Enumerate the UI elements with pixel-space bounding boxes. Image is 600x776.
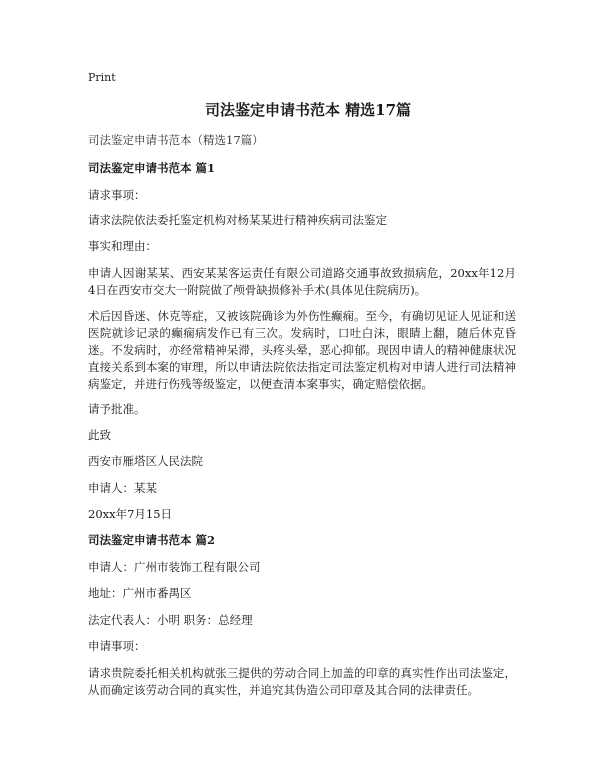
section-1-court: 西安市雁塔区人民法院 (88, 454, 203, 468)
section-1-heading: 司法鉴定申请书范本 篇1 (88, 161, 216, 175)
section-1-request-text: 请求法院依法委托鉴定机构对杨某某进行精神疾病司法鉴定 (88, 213, 387, 227)
section-2-applicant: 申请人：广州市装饰工程有限公司 (88, 560, 261, 574)
section-1-facts-paragraph-2: 术后因昏迷、休克等症，又被该院确诊为外伤性癫痫。至今，有确切见证人见证和送医院就诊记录的癫痫病发作已有三次。发病时，口吐白沫，眼睛上翻，随后休克昏迷。不发病时，亦经常精神呆滞，头疼头晕，恶心抑郁。现因申请人的精神健康状况直接关系到本案的审理，所以申请法院依法指定司法鉴定机构对申请人进行司法精神病鉴定，并进行伤残等级鉴定，以便查清本案事实，确定赔偿依据。 (88, 309, 516, 391)
section-2-representative: 法定代表人：小明 职务：总经理 (88, 613, 253, 627)
document-title: 司法鉴定申请书范本 精选17篇 (204, 101, 412, 119)
section-1-salutation: 此致 (88, 428, 111, 442)
section-2-address: 地址：广州市番禺区 (88, 586, 192, 600)
print-link[interactable]: Print (88, 71, 116, 84)
section-2-heading: 司法鉴定申请书范本 篇2 (88, 533, 216, 547)
section-2-request-text: 请求贵院委托相关机构就张三提供的劳动合同上加盖的印章的真实性作出司法鉴定，从而确定该劳动合同的真实性，并追究其伪造公司印章及其合同的法律责任。 (88, 666, 516, 697)
section-1-date: 20xx年7月15日 (88, 507, 173, 521)
document-subtitle: 司法鉴定申请书范本（精选17篇） (88, 133, 264, 147)
section-1-closing: 请予批准。 (88, 402, 146, 416)
section-1-facts-paragraph-1: 申请人因谢某某、西安某某客运责任有限公司道路交通事故致损病危，20xx年12月4日在西安市交大一附院做了颅骨缺损修补手术(具体见住院病历)。 (88, 266, 516, 297)
section-2-request-label: 申请事项： (88, 639, 146, 653)
section-1-facts-label: 事实和理由： (88, 239, 157, 253)
section-1-request-label: 请求事项： (88, 188, 146, 202)
section-1-applicant: 申请人：某某 (88, 481, 157, 495)
